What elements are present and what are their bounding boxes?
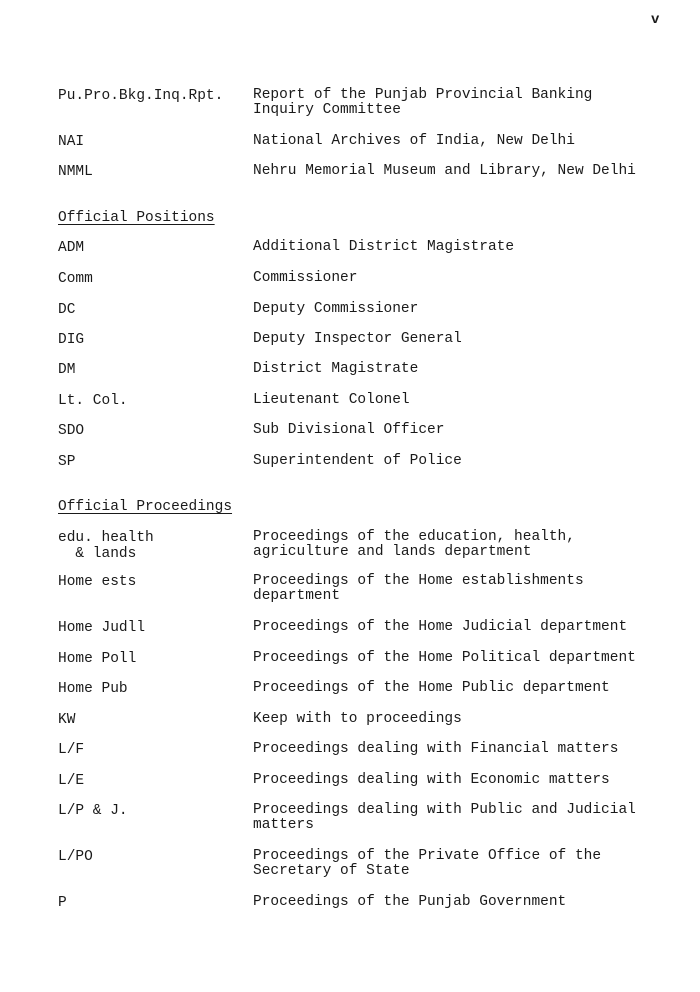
definition: Commissioner [253, 270, 358, 286]
abbreviation: L/E [58, 773, 85, 789]
abbreviation: L/PO [58, 849, 93, 865]
abbreviation: Home Pub [58, 681, 128, 697]
definition: Keep with to proceedings [253, 711, 462, 727]
definition: Superintendent of Police [253, 453, 462, 469]
abbreviation: P [58, 895, 67, 911]
definition: Proceedings dealing with Economic matters [253, 772, 610, 788]
definition: Proceedings of the Home Public department [253, 680, 610, 696]
definition: Proceedings dealing with Public and Judicial matters [253, 802, 636, 833]
definition: Proceedings of the Home establishments department [253, 573, 584, 604]
section-heading-official-proceedings: Official Proceedings [58, 499, 233, 515]
definition: District Magistrate [253, 361, 419, 377]
definition: Deputy Inspector General [253, 331, 462, 347]
abbreviation: Comm [58, 271, 93, 287]
definition: Proceedings of the education, health, agriculture and lands department [253, 529, 575, 560]
abbreviation: Pu.Pro.Bkg.Inq.Rpt. [58, 88, 224, 104]
abbreviation: NAI [58, 134, 85, 150]
page-number: v [651, 12, 660, 28]
abbreviation: NMML [58, 164, 93, 180]
abbreviation: edu. health & lands [58, 530, 154, 562]
abbreviation: Home Judll [58, 620, 146, 636]
abbreviation: Home ests [58, 574, 137, 590]
abbreviation: DIG [58, 332, 85, 348]
abbreviation: L/P & J. [58, 803, 128, 819]
abbreviation: L/F [58, 742, 85, 758]
abbreviation: KW [58, 712, 76, 728]
abbreviation: DM [58, 362, 76, 378]
definition: Proceedings of the Punjab Government [253, 894, 567, 910]
definition: Sub Divisional Officer [253, 422, 445, 438]
abbreviation: DC [58, 302, 76, 318]
definition: Proceedings of the Private Office of the Secretary of State [253, 848, 602, 879]
definition: Proceedings of the Home Political department [253, 650, 636, 666]
definition: Nehru Memorial Museum and Library, New Delhi [253, 163, 636, 179]
abbreviation: ADM [58, 240, 85, 256]
abbreviation: Lt. Col. [58, 393, 128, 409]
abbreviation: SDO [58, 423, 85, 439]
definition: Deputy Commissioner [253, 301, 419, 317]
definition: Proceedings dealing with Financial matters [253, 741, 619, 757]
definition: National Archives of India, New Delhi [253, 133, 575, 149]
abbreviation: Home Poll [58, 651, 137, 667]
definition: Additional District Magistrate [253, 239, 515, 255]
definition: Lieutenant Colonel [253, 392, 410, 408]
definition: Proceedings of the Home Judicial department [253, 619, 628, 635]
abbreviation: SP [58, 454, 76, 470]
section-heading-official-positions: Official Positions [58, 210, 215, 226]
definition: Report of the Punjab Provincial Banking Inquiry Committee [253, 87, 593, 118]
